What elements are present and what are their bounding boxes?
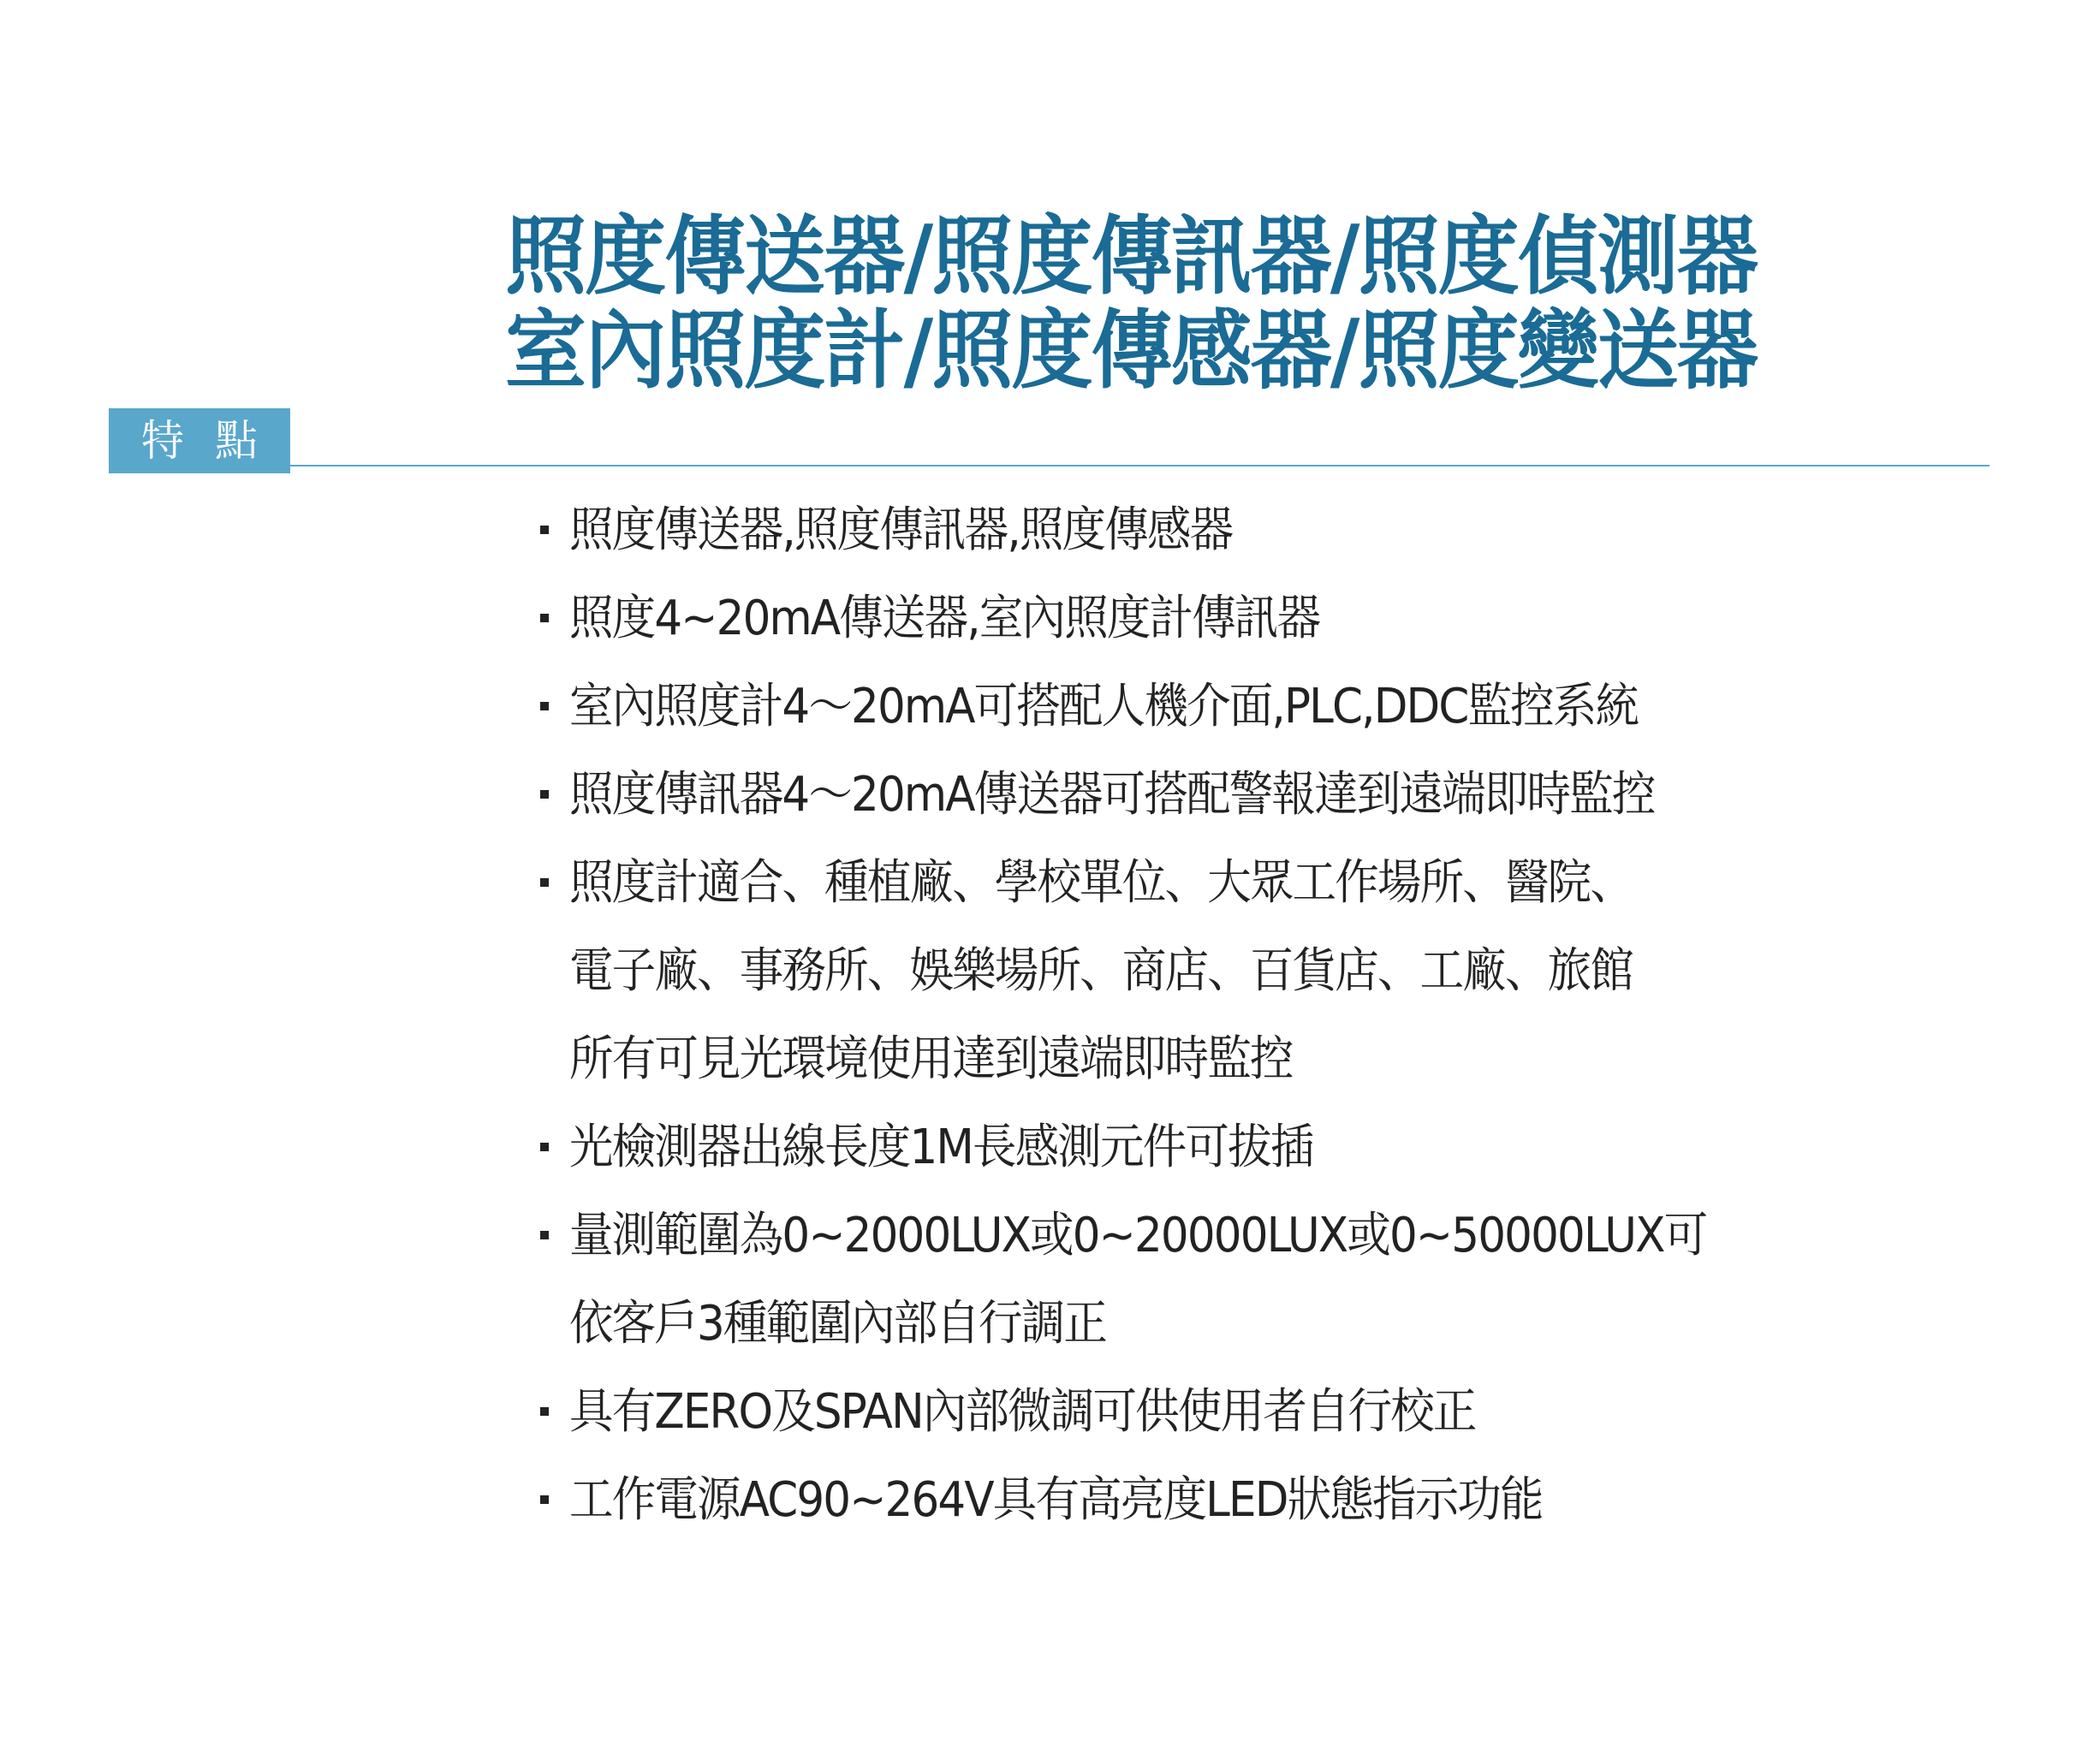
feature-item (531, 751, 2003, 839)
section-divider (290, 465, 1990, 466)
feature-text: 照度計適合、種植廠、學校單位、大眾工作場所、醫院、 (569, 855, 1633, 911)
feature-text: 量測範圍為0~2000LUX或0~20000LUX或0~50000LUX可 (569, 1208, 1707, 1263)
feature-item (531, 486, 2003, 574)
feature-text: 工作電源AC90~264V具有高亮度LED狀態指示功能 (569, 1472, 1543, 1528)
feature-text: 室內照度計4～20mA可搭配人機介面,PLC,DDC監控系統 (569, 679, 1639, 734)
feature-text: 照度傳送器,照度傳訊器,照度傳感器 (569, 502, 1233, 558)
feature-text: 照度傳訊器4～20mA傳送器可搭配警報達到遠端即時監控 (569, 767, 1655, 823)
feature-text: 照度4~20mA傳送器,室內照度計傳訊器 (569, 591, 1320, 646)
feature-text: 電子廠、事務所、娛樂場所、商店、百貨店、工廠、旅館 (569, 943, 1633, 999)
feature-text: 依客戶3種範圍內部自行調正 (569, 1296, 1107, 1352)
feature-item (531, 663, 2003, 751)
feature-item (531, 1191, 2003, 1368)
features-list (531, 486, 2003, 1544)
bullet-icon (540, 1231, 549, 1239)
feature-text: 所有可見光環境使用達到遠端即時監控 (569, 1031, 1293, 1087)
bullet-icon (540, 614, 549, 622)
title-line-1: 照度傳送器/照度傳訊器/照度偵測器 (505, 206, 1758, 306)
feature-text: 具有ZERO及SPAN內部微調可供使用者自行校正 (569, 1384, 1476, 1440)
title-line-2: 室內照度計/照度傳感器/照度變送器 (505, 300, 1758, 401)
features-section-label: 特點 (109, 408, 290, 473)
bullet-icon (540, 790, 549, 799)
feature-item (531, 1456, 2003, 1544)
feature-item (531, 839, 2003, 1103)
bullet-icon (540, 1407, 549, 1416)
bullet-icon (540, 878, 549, 887)
feature-item (531, 1368, 2003, 1456)
bullet-icon (540, 1495, 549, 1504)
bullet-icon (540, 1143, 549, 1151)
feature-text: 光檢測器出線長度1M長感測元件可拔插 (569, 1120, 1313, 1175)
feature-item (531, 1103, 2003, 1191)
bullet-icon (540, 702, 549, 710)
feature-item (531, 574, 2003, 663)
bullet-icon (540, 526, 549, 534)
page-title (505, 206, 1758, 401)
